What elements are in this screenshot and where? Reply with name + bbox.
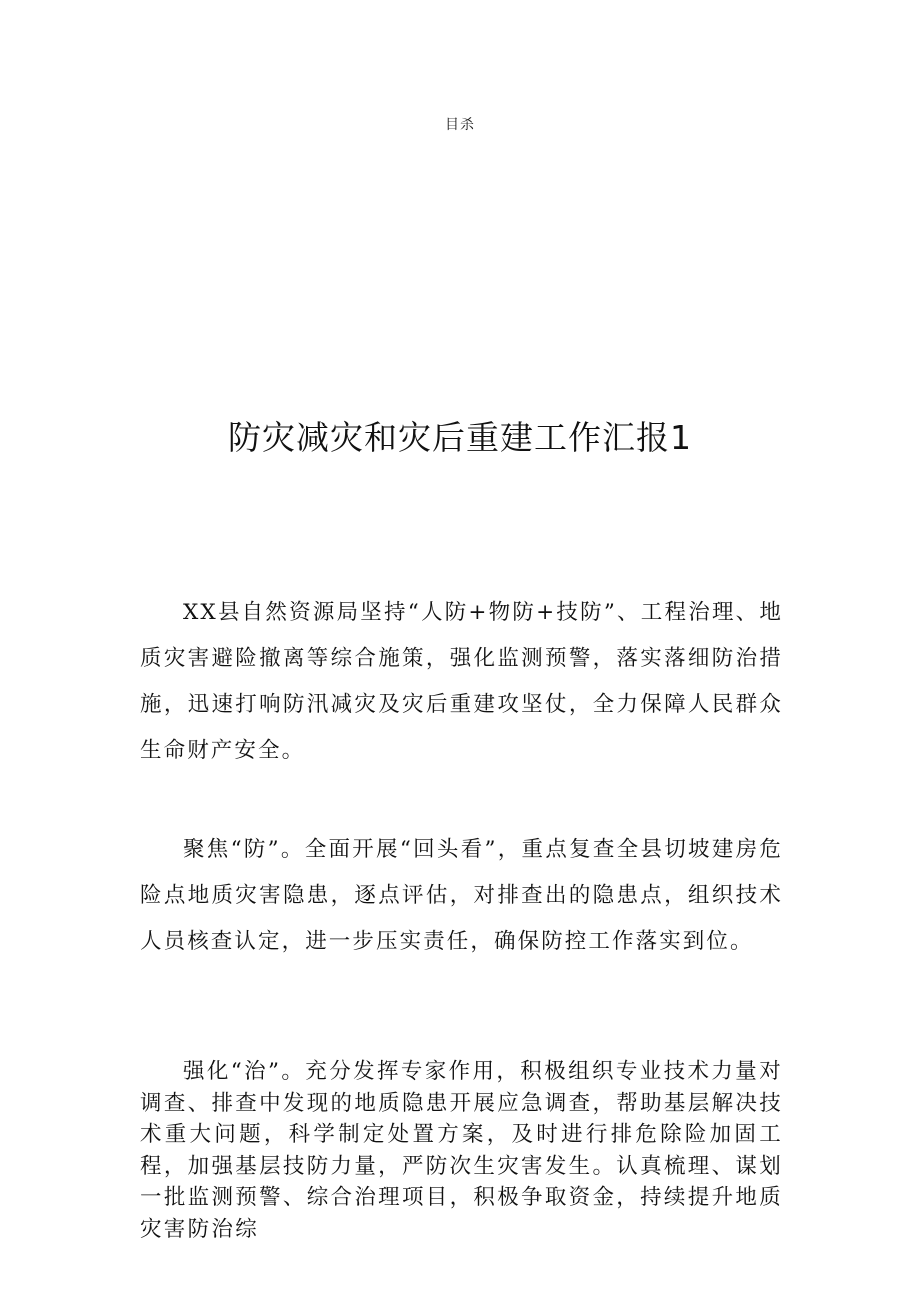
paragraph-intro: XX县自然资源局坚持“人防+物防+技防”、工程治理、地质灾害避险撤离等综合施策，强化监测预警，落实落细防治措施，迅速打响防汛减灾及灾后重建攻坚仗，全力保障人民群众生命财产安全。	[140, 600, 783, 763]
document-title: 防灾减灾和灾后重建工作汇报1	[228, 418, 692, 457]
toc-label: 目杀	[445, 117, 475, 133]
paragraph-prevention: 聚焦“防”。全面开展“回头看”，重点复查全县切坡建房危险点地质灾害隐患，逐点评估，对排查出的隐患点，组织技术人员核查认定，进一步压实责任，确保防控工作落实到位。	[140, 837, 783, 954]
paragraph-governance: 强化“治”。充分发挥专家作用，积极组织专业技术力量对调查、排查中发现的地质隐患开展应急调查，帮助基层解决技术重大问题，科学制定处置方案，及时进行排危除险加固工程，加强基层技防力量，严防次生灾害发生。认真梳理、谋划一批监测预警、综合治理项目，积极争取资金，持续提升地质灾害防治综	[140, 1059, 783, 1242]
